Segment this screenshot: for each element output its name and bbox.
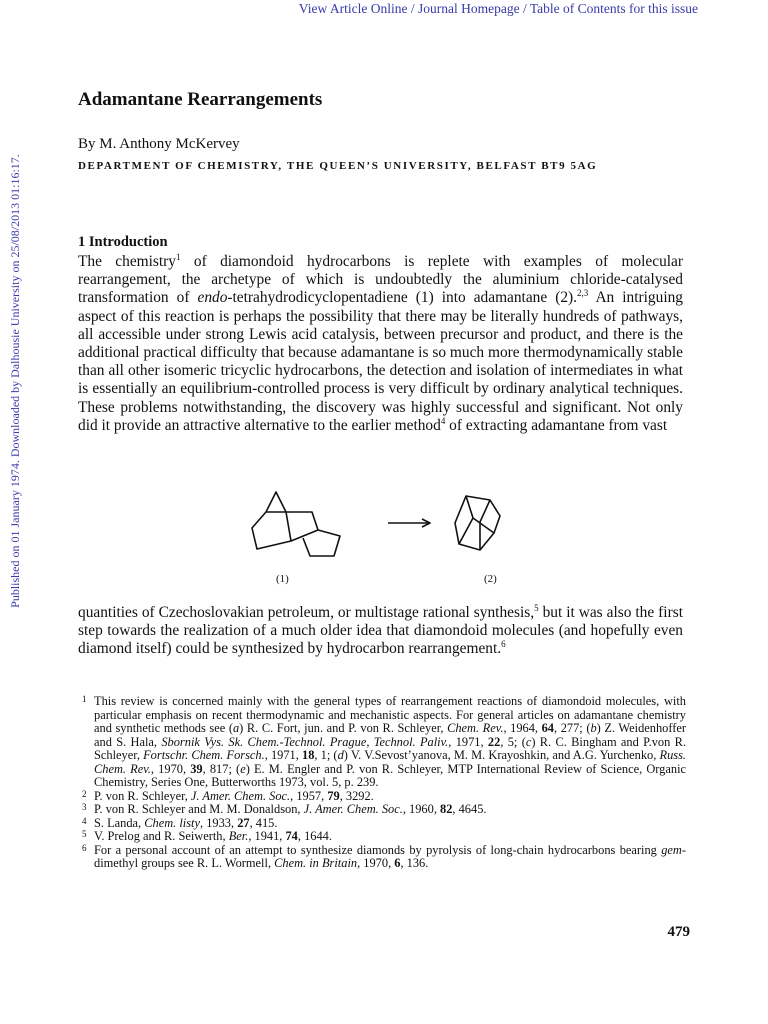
- footnote-text: This review is concerned mainly with the general types of rearrangement reactions of diamondoid molecules, with particular emphasis on recent thermodynamic and mechanistic aspects. For general articles on adamantane chemistry and synthetic methods see (a) R. C. Fort, jun. and P. von R. Schleyer, Chem. Rev., 1964, 64, 277; (b) Z. Weidenhoffer and S. Hala, Sbornik Vys. Sk. Chem.-Technol. Prague, Technol. Paliv., 1971, 22, 5; (c) R. C. Bingham and P.von R. Schleyer, Fortschr. Chem. Forsch., 1971, 18, 1; (d) V. V.Sevost’yanova, M. M. Krayoshkin, and A.G. Yurchenko, Russ. Chem. Rev., 1970, 39, 817; (e) E. M. Engler and P. von R. Schleyer, MTP International Review of Science, Organic Chemistry, Series One, Butterworths 1973, vol. 5, p. 239.: [94, 694, 687, 789]
- footnote-marker: 3: [82, 802, 87, 812]
- footnote-text: S. Landa, Chem. listy, 1933, 27, 415.: [94, 815, 278, 830]
- footnote-marker: 4: [82, 815, 87, 826]
- footnote: [78, 817, 686, 831]
- view-article-online-link[interactable]: View Article Online: [298, 1, 408, 16]
- footnote: [78, 695, 686, 790]
- footnote: [78, 844, 686, 871]
- intro-paragraph-1: The chemistry$^1$ of diamondoid hydrocarbons is replete with examples of molecular rearrangement, the archetype of which is undoubtedly the aluminium chloride-catalysed transformation of endo-tetrahydrodicyclopentadiene (1) into adamantane (2).$^{2,3}$ An intriguing aspect of this reaction is perhaps the possibility that there may be literally hundreds of pathways, all accessible under strong Lewis acid catalysis, between precursor and product, and there is the additional practical difficulty that because adamantane is so much more thermodynamically stable than all other isomeric tricyclic hydrocarbons, the detection and isolation of intermediates in what is essentially an equilibrium-controlled process is very difficult by ordinary analytical techniques. These problems notwithstanding, the discovery was highly successful and significant. Not only did it provide an attractive alternative to the earlier method$^4$ of extracting adamantane from vast: [78, 251, 683, 434]
- footnote-marker: 5: [82, 829, 87, 839]
- link-separator: /: [519, 1, 530, 16]
- footnote-marker: 2: [82, 788, 87, 799]
- footnote-marker: 6: [82, 842, 87, 853]
- page-number: 479: [667, 924, 690, 940]
- footnotes: [78, 695, 686, 871]
- author-affiliation: DEPARTMENT OF CHEMISTRY, THE QUEEN’S UNIVERSITY, BELFAST BT9 5AG: [78, 160, 598, 172]
- author-byline: By M. Anthony McKervey: [78, 136, 240, 152]
- reaction-scheme: [240, 478, 540, 590]
- footnote: [78, 803, 686, 817]
- table-of-contents-link[interactable]: Table of Contents for this issue: [529, 1, 698, 16]
- footnote: [78, 830, 686, 844]
- section-heading: 1 Introduction: [78, 234, 168, 250]
- link-separator: /: [407, 1, 418, 16]
- compound-label-2: (2): [484, 573, 497, 585]
- journal-homepage-link[interactable]: Journal Homepage: [417, 1, 520, 16]
- footnote-text: For a personal account of an attempt to synthesize diamonds by pyrolysis of long-chain hydrocarbons bearing gem-dimethyl groups see R. L. Wormell, Chem. in Britain, 1970, 6, 136.: [94, 842, 686, 870]
- download-stamp: Published on 01 January 1974. Downloaded by Dalhousie University on 25/08/2013 01:16:17.: [8, 154, 22, 608]
- footnote-marker: 1: [82, 694, 87, 704]
- intro-paragraph-2: quantities of Czechoslovakian petroleum, or multistage rational synthesis,$^5$ but it was also the first step towards the realization of a much older idea that diamondoid molecules (and hopefully even diamond itself) could be synthesized by hydrocarbon rearrangement.$^6$: [78, 602, 683, 658]
- article-header-links: [0, 0, 768, 20]
- footnote-text: P. von R. Schleyer, J. Amer. Chem. Soc., 1957, 79, 3292.: [94, 788, 374, 803]
- compound-label-1: (1): [276, 573, 289, 585]
- footnote: [78, 790, 686, 804]
- adamantane-structure: [455, 496, 500, 550]
- footnote-text: V. Prelog and R. Seiwerth, Ber., 1941, 74, 1644.: [94, 829, 332, 843]
- reaction-arrow: [388, 519, 430, 527]
- tetrahydrodicyclopentadiene-structure: [252, 492, 340, 556]
- footnote-text: P. von R. Schleyer and M. M. Donaldson, J. Amer. Chem. Soc., 1960, 82, 4645.: [94, 802, 487, 816]
- article-title: Adamantane Rearrangements: [78, 89, 323, 110]
